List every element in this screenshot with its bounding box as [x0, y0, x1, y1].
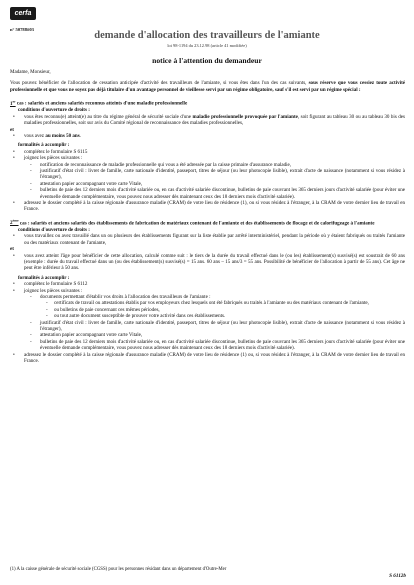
intro-paragraph: Vous pouvez bénéficier de l'allocation de cessation anticipée d'activité des travailleurs de l'amiante, si vous êtes dans l'un des cas suivants, sous réserve que vous cessiez toute activité professionnelle et que vous ne soyez pas déjà titulaire d'un avantage personnel de vieillesse servi par un régime obligatoire, sauf s'il est servi par un régime spécial :	[10, 80, 405, 93]
case1-condition-2: • vous avez au moins 50 ans.	[10, 133, 405, 139]
case1-heading: 1er cas : salariés et anciens salariés reconnus atteints d'une maladie professionnelle	[10, 99, 188, 107]
case2-conditions-title: conditions d'ouverture de droits :	[18, 226, 90, 233]
case2-formality-2: • joignez les pièces suivantes :	[10, 288, 405, 294]
case2-sub-piece: - certificats de travail ou attestations établis par vos employeurs chez lesquels ont été fabriqués ou traités à l'amiante ou des matériaux contenant de l'amiante,	[10, 300, 405, 306]
case2-sub-piece: - ou bulletins de paie concernant ces mêmes périodes,	[10, 307, 405, 313]
law-reference: loi 98-1194 du 23.12.98 (article 41 modifiée)	[167, 43, 247, 48]
footnote: (1) A la caisse générale de sécurité sociale (CGSS) pour les personnes résidant dans un département d'Outre-Mer	[10, 567, 227, 572]
case2-piece: - bulletins de paie des 12 derniers mois d'activité salariée ou, en cas d'activité salariée discontinue, bulletins de paie couvrant les 365 derniers jours d'activité salariée (pour éviter une éventuelle demande complémentaire, vous pouvez nous adresser dès maintenant ceux des 18 derniers mois d'activité salariée).	[10, 339, 405, 352]
case2-and: et	[10, 246, 14, 253]
page-title: demande d'allocation des travailleurs de l'amiante	[94, 30, 320, 41]
case2-pieces-intro: - documents permettant d'établir vos droits à l'allocation des travailleurs de l'amiante :	[10, 294, 405, 300]
case1-formality-3: • adressez le dossier complété à la caisse régionale d'assurance maladie (CRAM) de votre lieu de résidence (1), ou si vous résidez à l'étranger, à la CRAM de votre dernier lieu de travail en France.	[10, 200, 405, 213]
case1-formality-2: • joignez les pièces suivantes :	[10, 155, 405, 161]
form-code: S 6112b	[389, 573, 406, 579]
case2-formality-3: • adressez le dossier complété à la caisse régionale d'assurance maladie (CRAM) de votre lieu de résidence (1) ou, si vous résidez à l'étranger, à la CRAM de votre dernier lieu de travail en France.	[10, 352, 405, 365]
case1-piece: - bulletins de paie des 12 derniers mois d'activité salariée ou, en cas d'activité salariée discontinue, bulletins de paie couvrant les 365 derniers jours d'activité salariée (pour éviter une éventuelle demande complémentaire, vous pouvez nous adresser dès maintenant ceux des 18 derniers mois d'activité salariée).	[10, 187, 405, 200]
case2-sub-piece: - ou tout autre document susceptible de prouver votre activité dans ces établissements.	[10, 313, 405, 319]
case1-conditions-title: conditions d'ouverture de droits :	[18, 107, 90, 114]
salutation: Madame, Monsieur,	[10, 69, 51, 75]
case1-piece: - justificatif d'état civil : livret de famille, carte nationale d'identité, passeport, titres de séjour (ou leur photocopie lisible), extrait d'acte de naissance (notamment si vous résidez à l'étranger),	[10, 168, 405, 181]
case1-formality-1: • complétez le formulaire S 6115	[10, 149, 405, 155]
case2-formality-1: • complétez le formulaire S 6112	[10, 281, 405, 287]
case2-heading: 2ème cas : salariés et anciens salariés des établissements de fabrication de matériaux contenant de l'amiante et des établissements de flocage et de calorifugeage à l'amiante	[10, 218, 375, 227]
case1-condition-1: • vous êtes reconnu(e) atteint(e) au titre du régime général de sécurité sociale d'une maladie professionnelle provoquée par l'amiante, soit figurant au tableau 30 ou au tableau 30 bis des maladies professionnelles, soit sur avis du Comité régional de reconnaissance des maladies professionnelles,	[10, 114, 405, 127]
document-number: n° 50788#03	[10, 27, 34, 32]
case2-piece: - justificatif d'état civil : livret de famille, carte nationale d'identité, passeport, titres de séjour (ou leur photocopie lisible), extrait d'acte de naissance (notamment si vous résidez à l'étranger),	[10, 320, 405, 333]
case2-formalities-title: formalités à accomplir :	[18, 274, 70, 281]
case1-and: et	[10, 126, 14, 133]
case1-piece: - attestation papier accompagnant votre carte Vitale,	[10, 181, 405, 187]
case1-formalities-title: formalités à accomplir :	[18, 142, 70, 149]
case2-piece: - attestation papier accompagnant votre carte Vitale,	[10, 332, 405, 338]
case1-piece: - notification de reconnaissance de maladie professionnelle qui vous a été adressée par la caisse primaire d'assurance maladie,	[10, 162, 405, 168]
notice-body	[10, 69, 405, 364]
cerfa-logo: cerfa	[10, 7, 36, 20]
case2-condition-2: • vous avez atteint l'âge pour bénéficier de cette allocation, calculé comme suit : le tiers de la durée du travail effectué dans le (ou les) établissement(s) susvisé(s) est soustrait de 60 ans (exemple : durée du travail effectué dans un (ou des établissement(s) susvisé(s) = 15 ans. 60 ans – 15 ans/3 = 55 ans. Possibilité de bénéficier de l'allocation à partir de 55 ans). Cet âge ne peut être inférieur à 50 ans.	[10, 253, 405, 272]
notice-title: notice à l'attention du demandeur	[152, 56, 262, 65]
case2-condition-1: • vous travaillez ou avez travaillé dans un ou plusieurs des établissements figurant sur la liste établie par arrêté interministériel, pendant la période où y étaient fabriqués ou traités l'amiante ou des matériaux contenant de l'amiante,	[10, 233, 405, 246]
